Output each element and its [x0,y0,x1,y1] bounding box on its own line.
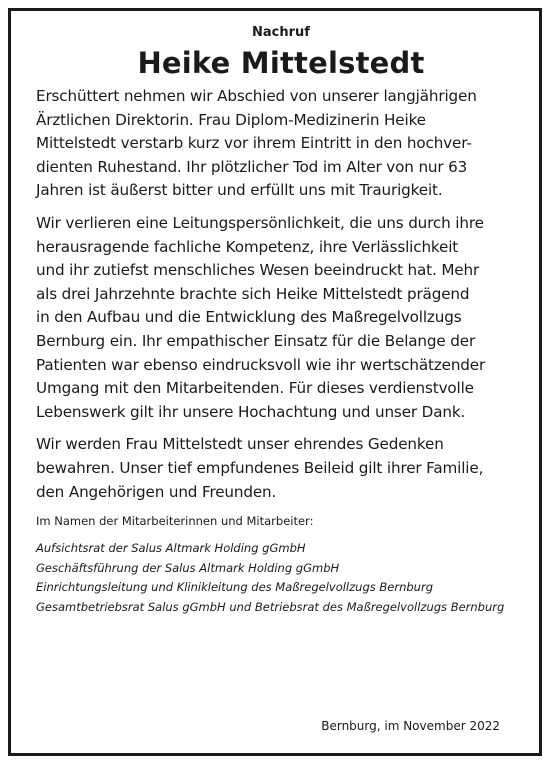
paragraph-1 [36,85,526,203]
paragraph-line: den Angehörigen und Freunden. [36,482,277,501]
paragraph-line: in den Aufbau und die Entwicklung des Maßregelvollzugs [36,308,462,327]
signature-list [36,539,526,617]
paragraph-line: herausragende fachliche Kompetenz, ihre Verlässlichkeit [36,237,459,256]
obituary-notice [36,24,526,617]
paragraph-line: als drei Jahrzehnte brachte sich Heike Mittelstedt prägend [36,284,470,303]
signature-entry: Aufsichtsrat der Salus Altmark Holding gGmbH [36,541,306,556]
notice-kicker: Nachruf [252,25,310,40]
paragraph-line: Mittelstedt verstarb kurz vor ihrem Eintritt in den hochver- [36,134,472,153]
paragraph-2 [36,212,526,424]
paragraph-line: Wir werden Frau Mittelstedt unser ehrendes Gedenken [36,435,444,454]
signature-entry: Einrichtungsleitung und Klinikleitung des Maßregelvollzugs Bernburg [36,580,433,595]
paragraph-line: und ihr zutiefst menschliches Wesen beeindruckt hat. Mehr [36,261,480,280]
paragraph-line: Patienten war ebenso eindrucksvoll wie ihr wertschätzender [36,355,486,374]
deceased-name: Heike Mittelstedt [137,46,425,80]
paragraph-line: Erschüttert nehmen wir Abschied von unserer langjährigen [36,87,477,105]
signature-intro: Im Namen der Mitarbeiterinnen und Mitarbeiter: [36,514,314,529]
paragraph-line: Ärztlichen Direktorin. Frau Diplom-Medizinerin Heike [36,110,426,129]
paragraph-line: dienten Ruhestand. Ihr plötzlicher Tod im Alter von nur 63 [36,157,468,176]
paragraph-line: Bernburg ein. Ihr empathischer Einsatz für die Belange der [36,331,476,350]
place-and-date: Bernburg, im November 2022 [321,719,500,733]
paragraph-line: Umgang mit den Mitarbeitenden. Für dieses verdienstvolle [36,379,474,398]
signature-entry: Geschäftsführung der Salus Altmark Holding gGmbH [36,560,340,575]
signature-entry: Gesamtbetriebsrat Salus gGmbH und Betriebsrat des Maßregelvollzugs Bernburg [36,599,505,614]
paragraph-line: Jahren ist äußerst bitter und erfüllt uns mit Traurigkeit. [36,181,443,200]
paragraph-line: bewahren. Unser tief empfundenes Beileid gilt ihrer Familie, [36,458,484,477]
paragraph-line: Wir verlieren eine Leitungspersönlichkeit, die uns durch ihre [36,213,484,232]
paragraph-line: Lebenswerk gilt ihr unsere Hochachtung und unser Dank. [36,402,466,421]
paragraph-3 [36,433,526,504]
